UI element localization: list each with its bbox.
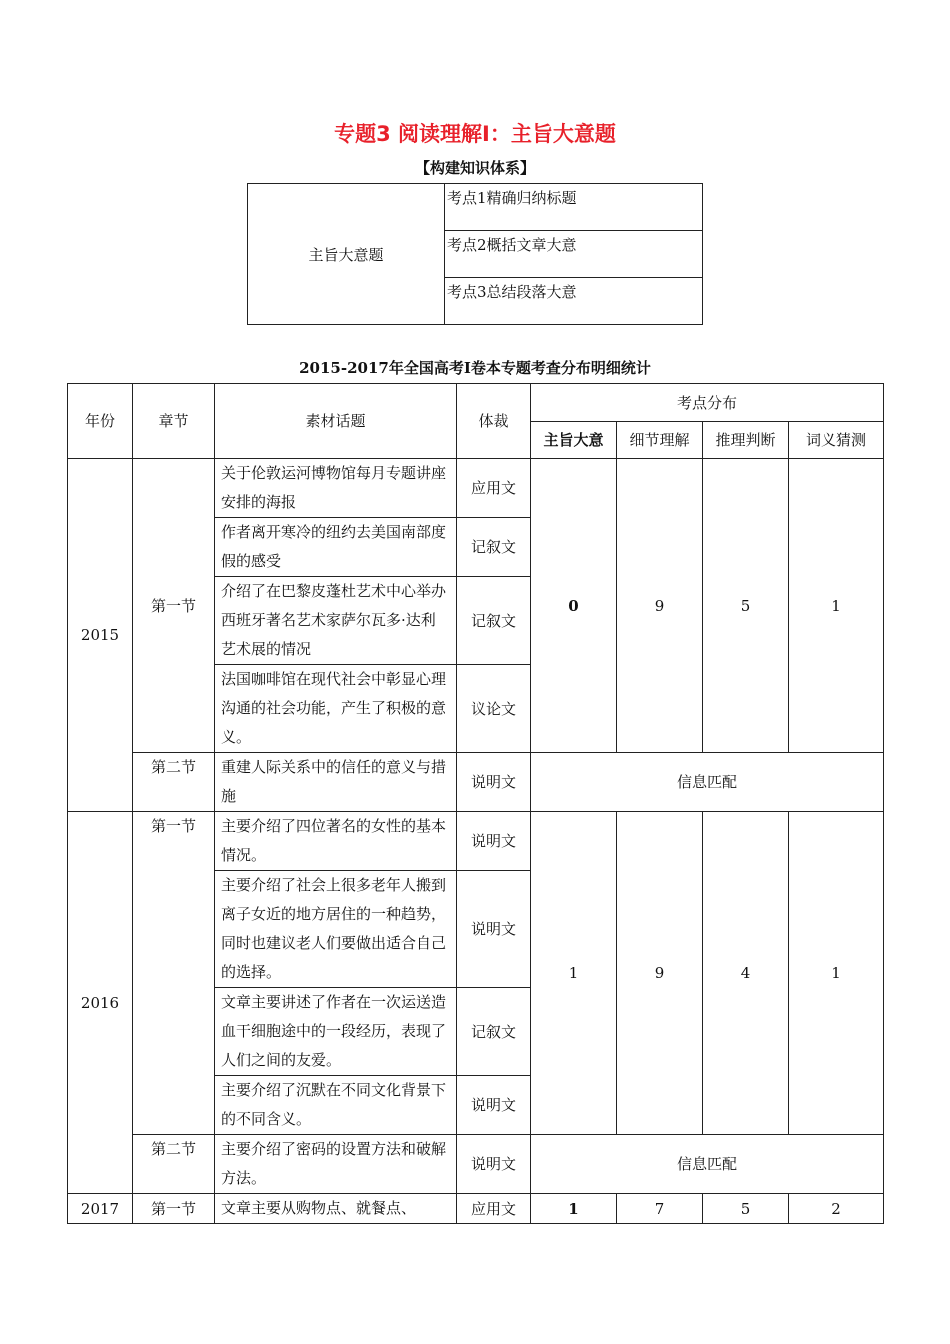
year-2017: 2017 — [68, 1194, 133, 1224]
genre-cell: 记叙文 — [457, 518, 531, 577]
header-inference: 推理判断 — [703, 422, 789, 459]
topic-cell: 主要介绍了四位著名的女性的基本情况。 — [215, 812, 457, 871]
section-2016-2: 第二节 — [133, 1135, 215, 1194]
section-2015-2: 第二节 — [133, 753, 215, 812]
section-2016-1: 第一节 — [133, 812, 215, 1135]
knowledge-main-cell: 主旨大意题 — [248, 184, 445, 325]
section-2015-1: 第一节 — [133, 459, 215, 753]
genre-cell: 说明文 — [457, 812, 531, 871]
topic-cell: 关于伦敦运河博物馆每月专题讲座安排的海报 — [215, 459, 457, 518]
topic-cell: 主要介绍了密码的设置方法和破解方法。 — [215, 1135, 457, 1194]
count-main-idea-2017: 1 — [531, 1194, 617, 1224]
topic-cell: 主要介绍了沉默在不同文化背景下的不同含义。 — [215, 1076, 457, 1135]
year-2016: 2016 — [68, 812, 133, 1194]
knowledge-system-table — [247, 183, 703, 325]
count-inference-2016: 4 — [703, 812, 789, 1135]
genre-cell: 说明文 — [457, 871, 531, 988]
knowledge-point-3: 考点3总结段落大意 — [445, 278, 703, 325]
genre-cell: 应用文 — [457, 1194, 531, 1224]
knowledge-point-2: 考点2概括文章大意 — [445, 231, 703, 278]
genre-cell: 说明文 — [457, 1135, 531, 1194]
year-2015: 2015 — [68, 459, 133, 812]
header-year: 年份 — [68, 384, 133, 459]
section-2017-1: 第一节 — [133, 1194, 215, 1224]
header-distribution: 考点分布 — [531, 384, 884, 422]
topic-cell: 重建人际关系中的信任的意义与措施 — [215, 753, 457, 812]
genre-cell: 记叙文 — [457, 988, 531, 1076]
genre-cell: 说明文 — [457, 1076, 531, 1135]
header-detail: 细节理解 — [617, 422, 703, 459]
count-main-idea-2015: 0 — [531, 459, 617, 753]
count-vocab-2016: 1 — [789, 812, 884, 1135]
count-vocab-2015: 1 — [789, 459, 884, 753]
section-subtitle: 【构建知识体系】 — [414, 159, 535, 177]
knowledge-point-1: 考点1精确归纳标题 — [445, 184, 703, 231]
topic-cell: 介绍了在巴黎皮蓬杜艺术中心举办西班牙著名艺术家萨尔瓦多·达利艺术展的情况 — [215, 577, 457, 665]
stats-caption: 2015-2017年全国高考Ⅰ卷本专题考查分布明细统计 — [299, 359, 651, 377]
count-inference-2017: 5 — [703, 1194, 789, 1224]
header-vocab: 词义猜测 — [789, 422, 884, 459]
topic-cell: 法国咖啡馆在现代社会中彰显心理沟通的社会功能，产生了积极的意义。 — [215, 665, 457, 753]
genre-cell: 议论文 — [457, 665, 531, 753]
header-genre: 体裁 — [457, 384, 531, 459]
count-detail-2016: 9 — [617, 812, 703, 1135]
info-matching-2016: 信息匹配 — [531, 1135, 884, 1194]
header-topic: 素材话题 — [215, 384, 457, 459]
count-inference-2015: 5 — [703, 459, 789, 753]
count-detail-2017: 7 — [617, 1194, 703, 1224]
genre-cell: 应用文 — [457, 459, 531, 518]
topic-cell: 主要介绍了社会上很多老年人搬到离子女近的地方居住的一种趋势，同时也建议老人们要做出适合自己的选择。 — [215, 871, 457, 988]
header-main-idea: 主旨大意 — [531, 422, 617, 459]
topic-cell: 作者离开寒冷的纽约去美国南部度假的感受 — [215, 518, 457, 577]
info-matching-2015: 信息匹配 — [531, 753, 884, 812]
genre-cell: 说明文 — [457, 753, 531, 812]
stats-table — [67, 383, 884, 1224]
topic-cell: 文章主要讲述了作者在一次运送造血干细胞途中的一段经历，表现了人们之间的友爱。 — [215, 988, 457, 1076]
genre-cell: 记叙文 — [457, 577, 531, 665]
count-main-idea-2016: 1 — [531, 812, 617, 1135]
topic-cell: 文章主要从购物点、就餐点、 — [215, 1194, 457, 1224]
header-section: 章节 — [133, 384, 215, 459]
count-vocab-2017: 2 — [789, 1194, 884, 1224]
count-detail-2015: 9 — [617, 459, 703, 753]
page-title: 专题3 阅读理解Ⅰ：主旨大意题 — [334, 122, 616, 146]
